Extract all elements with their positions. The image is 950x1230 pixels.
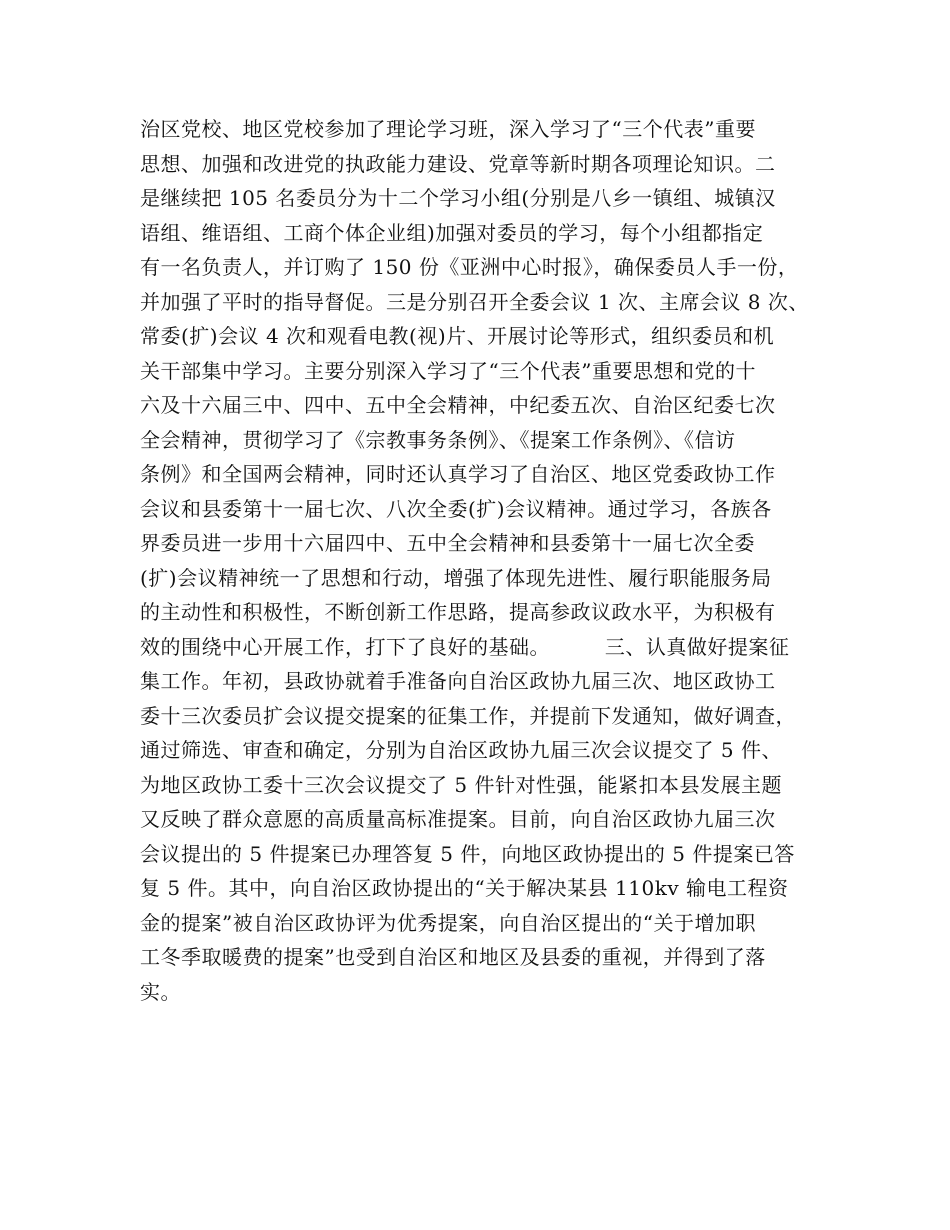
- text-line: 并加强了平时的指导督促。三是分别召开全委会议 1 次、主席会议 8 次、: [140, 289, 809, 314]
- text-line: 为地区政协工委十三次会议提交了 5 件针对性强，能紧扣本县发展主题: [140, 772, 782, 797]
- text-line: 效的围绕中心开展工作，打下了良好的基础。 三、认真做好提案征: [140, 634, 790, 659]
- text-line: 有一名负责人，并订购了 150 份《亚洲中心时报》，确保委员人手一份，: [140, 255, 799, 279]
- text-line: 是继续把 105 名委员分为十二个学习小组(分别是八乡一镇组、城镇汉: [140, 186, 776, 210]
- text-line: 会议提出的 5 件提案已办理答复 5 件，向地区政协提出的 5 件提案已答: [140, 841, 795, 866]
- text-line: 思想、加强和改进党的执政能力建设、党章等新时期各项理论知识。二: [140, 151, 776, 176]
- text-line: 复 5 件。其中，向自治区政协提出的“关于解决某县 110kv 输电工程资: [140, 876, 789, 900]
- text-line: 条例》和全国两会精神，同时还认真学习了自治区、地区党委政协工作: [140, 462, 776, 486]
- text-line: 六及十六届三中、四中、五中全会精神，中纪委五次、自治区纪委七次: [140, 393, 776, 417]
- text-line: 实。: [140, 979, 181, 1004]
- text-line: 工冬季取暖费的提案”也受到自治区和地区及县委的重视，并得到了落: [140, 945, 766, 969]
- text-line: 集工作。年初，县政协就着手准备向自治区政协九届三次、地区政协工: [140, 669, 776, 693]
- text-line: 全会精神，贯彻学习了《宗教事务条例》、《提案工作条例》、《信访: [140, 427, 736, 452]
- text-line: 委十三次委员扩会议提交提案的征集工作，并提前下发通知，做好调查，: [140, 703, 796, 728]
- text-line: 通过筛选、审查和确定，分别为自治区政协九届三次会议提交了 5 件、: [140, 738, 782, 762]
- text-line: 会议和县委第十一届七次、八次全委(扩)会议精神。通过学习，各族各: [140, 496, 772, 521]
- text-line: 关干部集中学习。主要分别深入学习了“三个代表”重要思想和党的十: [140, 358, 756, 383]
- text-line: 的主动性和积极性，不断创新工作思路，提高参政议政水平，为积极有: [140, 600, 776, 624]
- text-line: 常委(扩)会议 4 次和观看电教(视)片、开展讨论等形式，组织委员和机: [140, 324, 775, 348]
- body-text: [140, 112, 830, 1009]
- text-line: 治区党校、地区党校参加了理论学习班，深入学习了“三个代表”重要: [140, 117, 756, 141]
- text-line: (扩)会议精神统一了思想和行动，增强了体现先进性、履行职能服务局: [140, 565, 772, 590]
- text-line: 界委员进一步用十六届四中、五中全会精神和县委第十一届七次全委: [140, 531, 755, 555]
- text-line: 语组、维语组、工商个体企业组)加强对委员的学习，每个小组都指定: [140, 220, 764, 245]
- text-line: 又反映了群众意愿的高质量高标准提案。目前，向自治区政协九届三次: [140, 807, 776, 831]
- text-line: 金的提案”被自治区政协评为优秀提案，向自治区提出的“关于增加职: [140, 910, 756, 935]
